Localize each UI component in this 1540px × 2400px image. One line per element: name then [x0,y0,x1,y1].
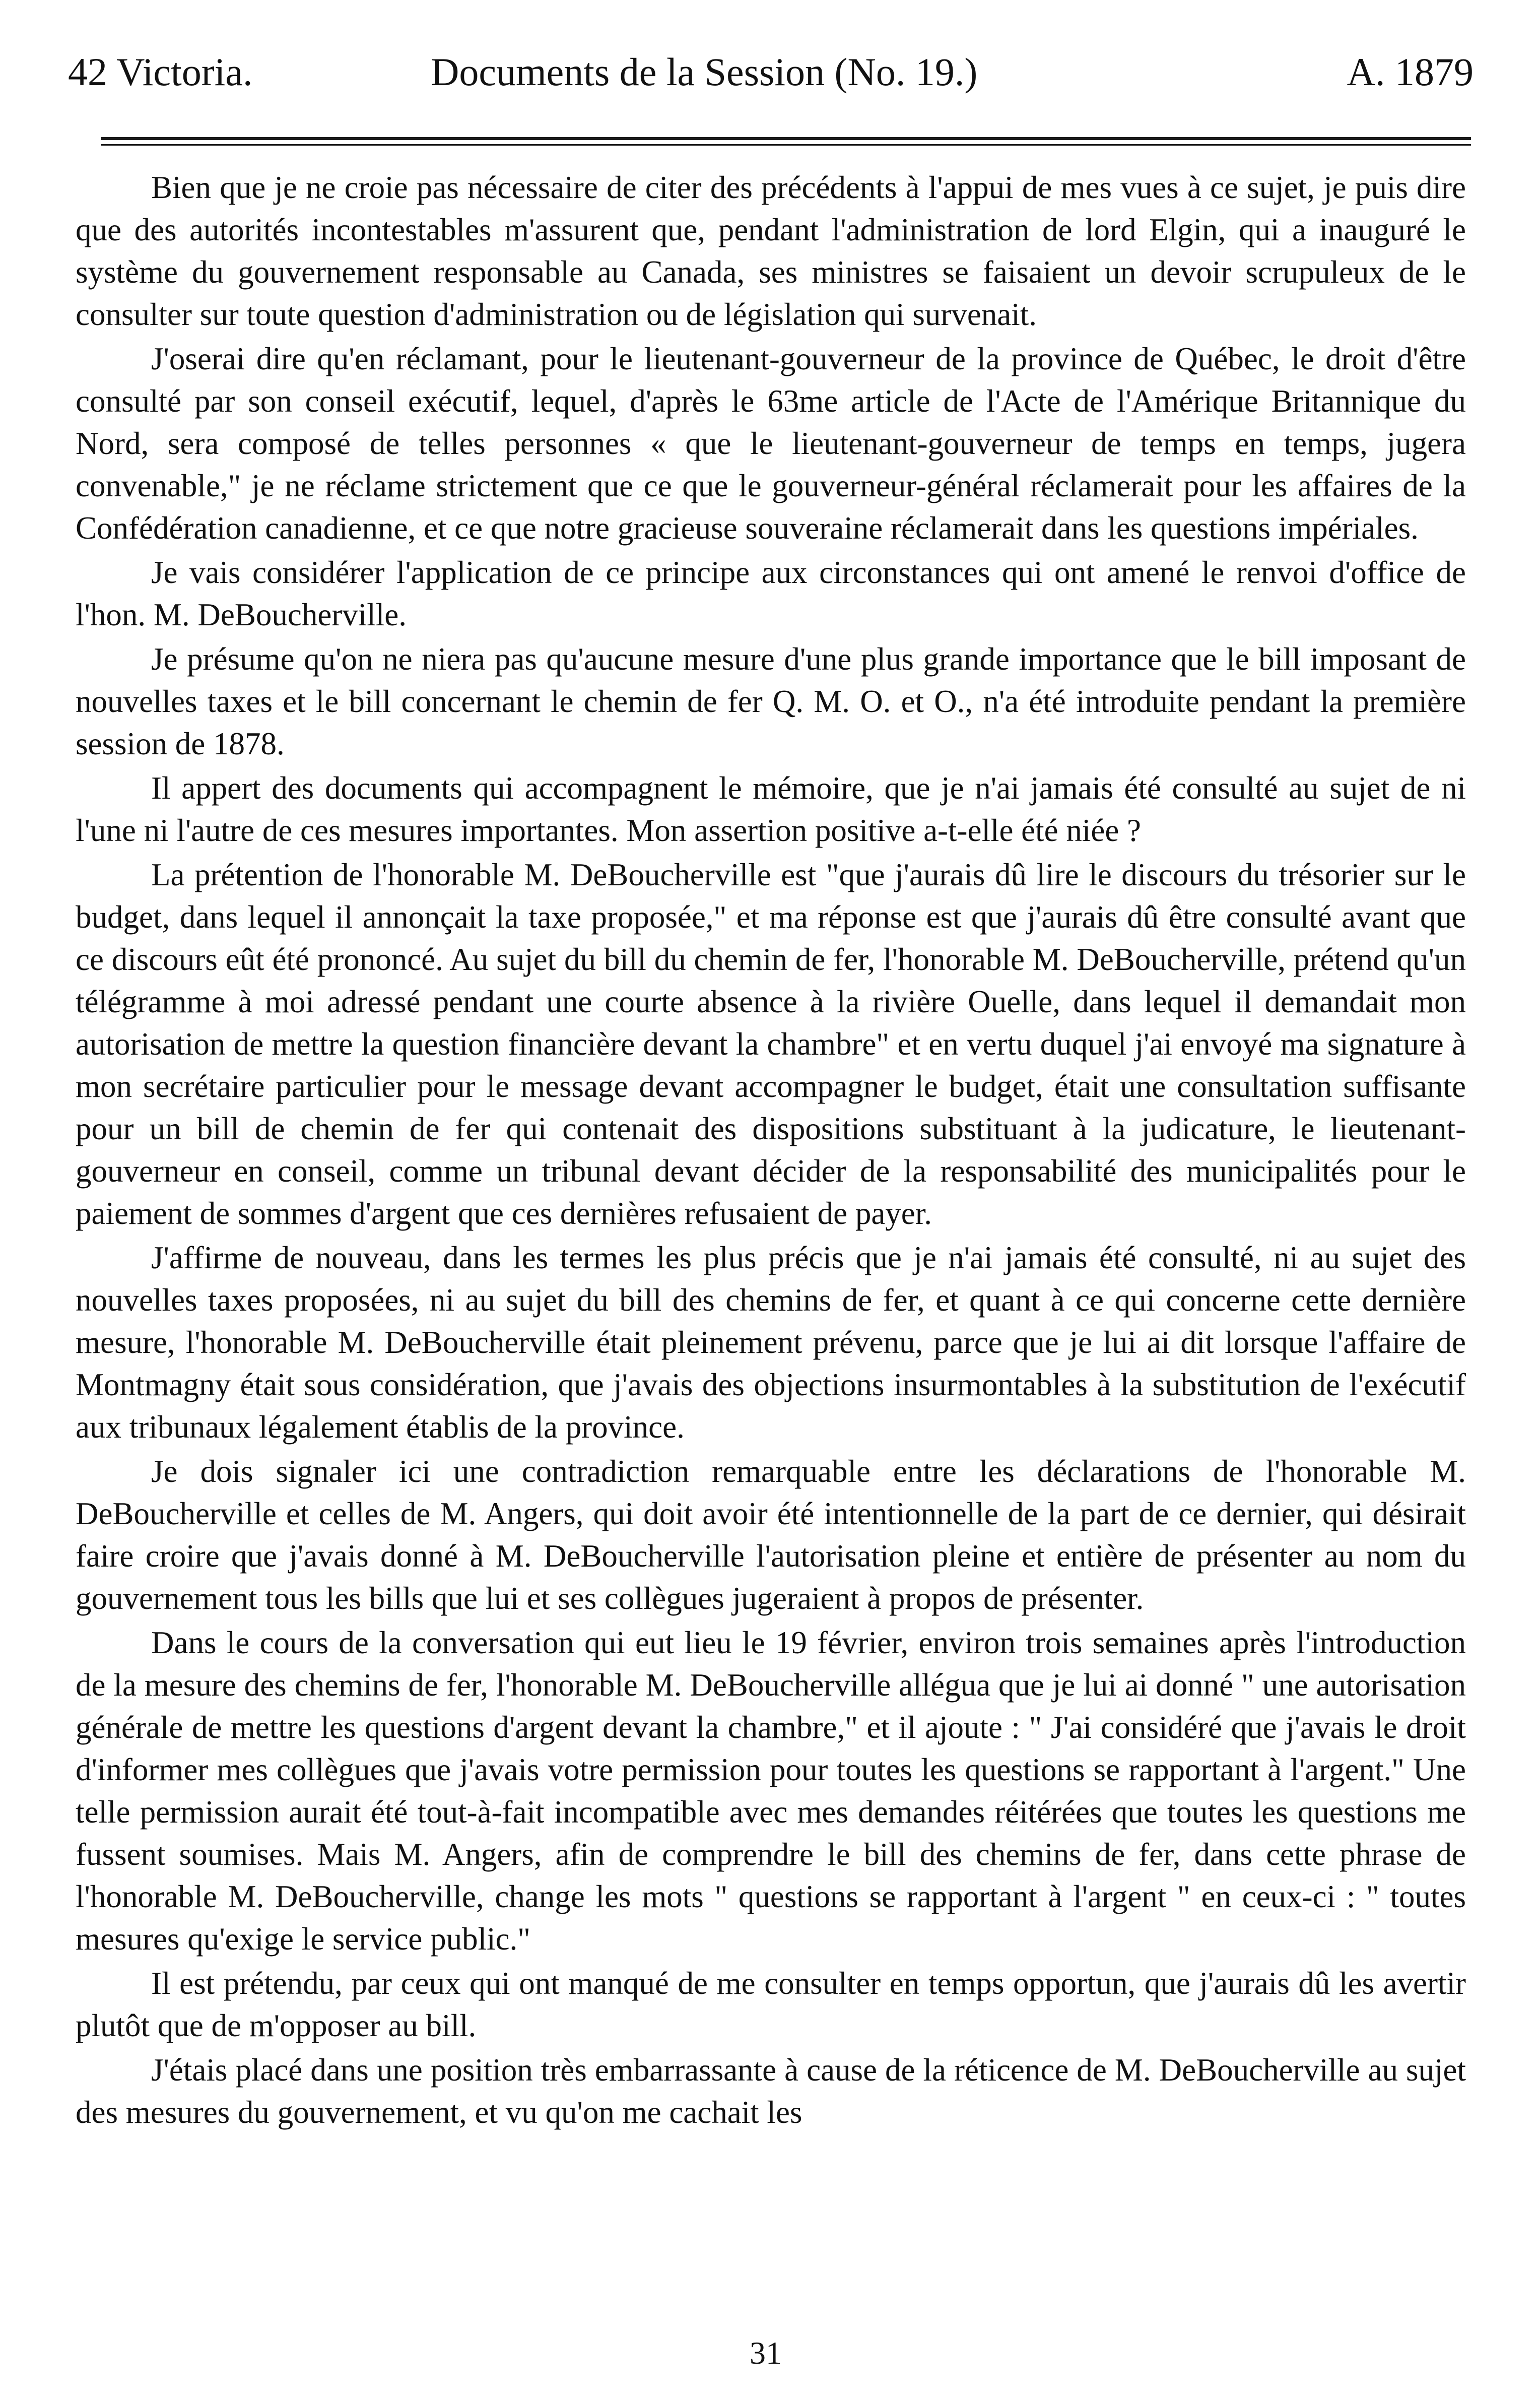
header-rule-thin [101,144,1471,146]
paragraph: La prétention de l'honorable M. DeBoucherville est "que j'aurais dû lire le discours du trésorier sur le budget, dans lequel il annonçait la taxe proposée," et ma réponse est que j'aurais dû être consulté avant que ce discours eût été prononcé. Au sujet du bill du chemin de fer, l'honorable M. DeBoucherville, prétend qu'un télégramme à moi adressé pendant une courte absence à la rivière Ouelle, dans lequel il demandait mon autorisation de mettre la question financière devant la chambre" et en vertu duquel j'ai envoyé ma signature à mon secrétaire particulier pour le message devant accompagner le budget, était une consultation suffisante pour un bill de chemin de fer qui contenait des dispositions substituant à la judicature, le lieutenant-gouverneur en conseil, comme un tribunal devant décider de la responsabilité des municipalités pour le paiement de sommes d'argent que ces dernières refusaient de payer. [76,857,1466,1231]
header-title: Documents de la Session (No. 19.) [431,50,978,94]
header-volume: 42 Victoria. [68,50,253,94]
paragraph: Bien que je ne croie pas nécessaire de citer des précédents à l'appui de mes vues à ce sujet, je puis dire que des autorités incontestables m'assurent que, pendant l'administration de lord Elgin, qui a inauguré le système du gouvernement responsable au Canada, ses ministres se faisaient un devoir scrupuleux de le consulter sur toute question d'administration ou de législation qui survenait. [76,170,1466,332]
paragraph: Il est prétendu, par ceux qui ont manqué de me consulter en temps opportun, que j'aurais dû les avertir plutôt que de m'opposer au bill. [76,1966,1466,2043]
paragraph: Je vais considérer l'application de ce principe aux circonstances qui ont amené le renvoi d'office de l'hon. M. DeBoucherville. [76,555,1466,632]
paragraph: Il appert des documents qui accompagnent le mémoire, que je n'ai jamais été consulté au sujet de ni l'une ni l'autre de ces mesures importantes. Mon assertion positive a-t-elle été niée ? [76,770,1466,848]
header-year: A. 1879 [1347,50,1474,94]
paragraph: Je dois signaler ici une contradiction remarquable entre les déclarations de l'honorable M. DeBoucherville et celles de M. Angers, qui doit avoir été intentionnelle de la part de ce dernier, qui désirait faire croire que j'avais donné à M. DeBoucherville l'autorisation pleine et entière de présenter au nom du gouvernement tous les bills que lui et ses collègues jugeraient à propos de présenter. [76,1454,1466,1616]
paragraph: Je présume qu'on ne niera pas qu'aucune mesure d'une plus grande importance que le bill imposant de nouvelles taxes et le bill concernant le chemin de fer Q. M. O. et O., n'a été introduite pendant la première session de 1878. [76,641,1466,761]
paragraph: Dans le cours de la conversation qui eut lieu le 19 février, environ trois semaines après l'introduction de la mesure des chemins de fer, l'honorable M. DeBoucherville allégua que je lui ai donné " une autorisation générale de mettre les questions d'argent devant la chambre," et il ajoute : " J'ai considéré que j'avais le droit d'informer mes collègues que j'avais votre permission pour toutes les questions se rapportant à l'argent." Une telle permission aurait été tout-à-fait incompatible avec mes demandes réitérées que toutes les questions me fussent soumises. Mais M. Angers, afin de comprendre le bill des chemins de fer, dans cette phrase de l'honorable M. DeBoucherville, change les mots " questions se rapportant à l'argent " en ceux-ci : " toutes mesures qu'exige le service public." [76,1625,1466,1957]
body-text [76,166,1466,2298]
running-head [68,44,1474,100]
page-number: 31 [750,2335,782,2371]
header-rule-thick [101,137,1471,140]
paragraph: J'étais placé dans une position très embarrassante à cause de la réticence de M. DeBoucherville au sujet des mesures du gouvernement, et vu qu'on me cachait les [76,2052,1466,2130]
paragraph: J'affirme de nouveau, dans les termes les plus précis que je n'ai jamais été consulté, ni au sujet des nouvelles taxes proposées, ni au sujet du bill des chemins de fer, et quant à ce qui concerne cette dernière mesure, l'honorable M. DeBoucherville était pleinement prévenu, parce que je lui ai dit lorsque l'affaire de Montmagny était sous considération, que j'avais des objections insurmontables à la substitution de l'exécutif aux tribunaux légalement établis de la province. [76,1240,1466,1445]
paragraph: J'oserai dire qu'en réclamant, pour le lieutenant-gouverneur de la province de Québec, le droit d'être consulté par son conseil exécutif, lequel, d'après le 63me article de l'Acte de l'Amérique Britannique du Nord, sera composé de telles personnes « que le lieutenant-gouverneur de temps en temps, jugera convenable," je ne réclame strictement que ce que le gouverneur-général réclamerait pour les affaires de la Confédération canadienne, et ce que notre gracieuse souveraine réclamerait dans les questions impériales. [76,341,1466,546]
